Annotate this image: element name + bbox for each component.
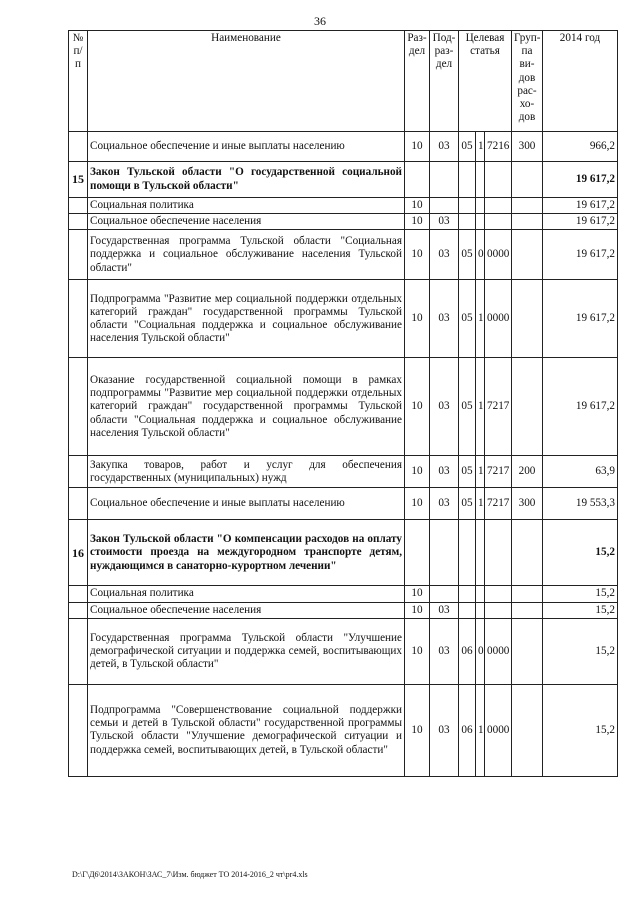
row-podrazdel: 03 xyxy=(430,358,459,456)
table-row xyxy=(69,132,618,162)
row-podrazdel xyxy=(430,198,459,214)
row-target-3: 0000 xyxy=(485,230,512,280)
header-podrazdel: Под-раз-дел xyxy=(430,31,459,132)
row-target-3: 0000 xyxy=(485,684,512,776)
row-amount: 63,9 xyxy=(543,456,618,488)
row-group xyxy=(512,198,543,214)
row-amount: 19 617,2 xyxy=(543,214,618,230)
row-razdel: 10 xyxy=(405,214,430,230)
row-target-2 xyxy=(476,214,485,230)
row-name: Оказание государственной социальной помощи в рамках подпрограммы "Развитие мер социальной поддержки отдельных категорий граждан" государственной программы Тульской области "Социальная поддержка и социальное обслуживание населения Тульской области" xyxy=(88,358,405,456)
row-razdel: 10 xyxy=(405,586,430,602)
row-group xyxy=(512,602,543,618)
row-name: Социальное обеспечение населения xyxy=(88,602,405,618)
row-group xyxy=(512,280,543,358)
row-target-3: 0000 xyxy=(485,618,512,684)
page-number: 36 xyxy=(314,14,326,28)
row-group: 300 xyxy=(512,488,543,520)
header-name: Наименование xyxy=(88,31,405,132)
row-podrazdel xyxy=(430,520,459,586)
table-row xyxy=(69,230,618,280)
row-target-1: 05 xyxy=(459,358,476,456)
row-target-2: 1 xyxy=(476,280,485,358)
row-amount: 15,2 xyxy=(543,602,618,618)
row-target-1 xyxy=(459,214,476,230)
row-group xyxy=(512,684,543,776)
row-name: Социальная политика xyxy=(88,198,405,214)
row-number xyxy=(69,456,88,488)
table-row xyxy=(69,456,618,488)
row-amount: 15,2 xyxy=(543,684,618,776)
row-target-1: 05 xyxy=(459,280,476,358)
table-row xyxy=(69,618,618,684)
row-number xyxy=(69,602,88,618)
row-target-2: 1 xyxy=(476,456,485,488)
row-target-1: 05 xyxy=(459,456,476,488)
row-number: 15 xyxy=(69,162,88,198)
row-target-3 xyxy=(485,586,512,602)
row-podrazdel: 03 xyxy=(430,132,459,162)
row-target-1: 05 xyxy=(459,230,476,280)
row-podrazdel: 03 xyxy=(430,602,459,618)
row-group xyxy=(512,214,543,230)
row-name: Подпрограмма "Совершенствование социальной поддержки семьи и детей в Тульской области" государственной программы Тульской области "Улучшение демографической ситуации и поддержка семей, воспитывающих детей, в Тульской области" xyxy=(88,684,405,776)
row-name: Социальная политика xyxy=(88,586,405,602)
row-target-1: 05 xyxy=(459,132,476,162)
table-row xyxy=(69,214,618,230)
row-podrazdel xyxy=(430,162,459,198)
row-group: 200 xyxy=(512,456,543,488)
row-group xyxy=(512,586,543,602)
row-target-3 xyxy=(485,214,512,230)
row-number xyxy=(69,618,88,684)
row-number xyxy=(69,586,88,602)
row-amount: 19 553,3 xyxy=(543,488,618,520)
header-group: Груп-па ви-дов рас-хо-дов xyxy=(512,31,543,132)
table-row xyxy=(69,358,618,456)
row-target-2 xyxy=(476,198,485,214)
row-podrazdel xyxy=(430,586,459,602)
row-target-2 xyxy=(476,162,485,198)
row-number xyxy=(69,214,88,230)
row-name: Закон Тульской области "О компенсации расходов на оплату стоимости проезда на междугородном транспорте детям, нуждающимся в санаторно-курортном лечении" xyxy=(88,520,405,586)
row-razdel: 10 xyxy=(405,198,430,214)
row-name: Социальное обеспечение населения xyxy=(88,214,405,230)
row-amount: 19 617,2 xyxy=(543,280,618,358)
row-name: Подпрограмма "Развитие мер социальной поддержки отдельных категорий граждан" государственной программы Тульской области "Социальная поддержка и социальное обслуживание населения Тульской области" xyxy=(88,280,405,358)
row-razdel: 10 xyxy=(405,602,430,618)
budget-table xyxy=(68,30,618,777)
table-row xyxy=(69,198,618,214)
header-row xyxy=(69,31,618,132)
row-number xyxy=(69,198,88,214)
table-row xyxy=(69,520,618,586)
row-podrazdel: 03 xyxy=(430,214,459,230)
row-amount: 19 617,2 xyxy=(543,230,618,280)
table-body xyxy=(69,132,618,777)
row-target-2: 0 xyxy=(476,618,485,684)
row-target-1 xyxy=(459,586,476,602)
row-razdel: 10 xyxy=(405,456,430,488)
row-razdel xyxy=(405,162,430,198)
row-name: Социальное обеспечение и иные выплаты населению xyxy=(88,132,405,162)
row-amount: 15,2 xyxy=(543,586,618,602)
row-number xyxy=(69,230,88,280)
row-podrazdel: 03 xyxy=(430,230,459,280)
row-podrazdel: 03 xyxy=(430,684,459,776)
row-number xyxy=(69,358,88,456)
row-group xyxy=(512,230,543,280)
row-target-3 xyxy=(485,520,512,586)
row-name: Закон Тульской области "О государственной социальной помощи в Тульской области" xyxy=(88,162,405,198)
row-amount: 966,2 xyxy=(543,132,618,162)
row-razdel: 10 xyxy=(405,618,430,684)
row-razdel: 10 xyxy=(405,684,430,776)
row-number: 16 xyxy=(69,520,88,586)
header-num: № п/п xyxy=(69,31,88,132)
row-target-3: 7217 xyxy=(485,456,512,488)
row-name: Закупка товаров, работ и услуг для обеспечения государственных (муниципальных) нужд xyxy=(88,456,405,488)
row-number xyxy=(69,684,88,776)
row-target-2 xyxy=(476,586,485,602)
row-target-2: 1 xyxy=(476,684,485,776)
row-razdel: 10 xyxy=(405,132,430,162)
row-number xyxy=(69,132,88,162)
header-razdel: Раз-дел xyxy=(405,31,430,132)
table-row xyxy=(69,602,618,618)
row-amount: 19 617,2 xyxy=(543,162,618,198)
row-name: Государственная программа Тульской области "Улучшение демографической ситуации и поддержка семей, воспитывающих детей, в Тульской области" xyxy=(88,618,405,684)
row-target-2: 1 xyxy=(476,132,485,162)
row-target-2 xyxy=(476,520,485,586)
row-amount: 19 617,2 xyxy=(543,358,618,456)
row-podrazdel: 03 xyxy=(430,456,459,488)
row-target-2: 1 xyxy=(476,488,485,520)
row-group: 300 xyxy=(512,132,543,162)
row-razdel xyxy=(405,520,430,586)
row-number xyxy=(69,488,88,520)
row-target-3 xyxy=(485,162,512,198)
row-target-1 xyxy=(459,162,476,198)
row-name: Социальное обеспечение и иные выплаты населению xyxy=(88,488,405,520)
row-group xyxy=(512,520,543,586)
table-row xyxy=(69,684,618,776)
row-target-3 xyxy=(485,602,512,618)
table-row xyxy=(69,586,618,602)
row-target-3: 7216 xyxy=(485,132,512,162)
row-target-1: 06 xyxy=(459,618,476,684)
row-target-1: 06 xyxy=(459,684,476,776)
row-amount: 15,2 xyxy=(543,520,618,586)
table-row xyxy=(69,488,618,520)
row-podrazdel: 03 xyxy=(430,488,459,520)
table-row xyxy=(69,162,618,198)
row-podrazdel: 03 xyxy=(430,280,459,358)
row-group xyxy=(512,162,543,198)
row-number xyxy=(69,280,88,358)
footer-path: D:\Г\Д6\2014\ЗАКОН\ЗАС_7\Изм. бюджет ТО 2014-2016_2 чт\pr4.xls xyxy=(72,870,308,879)
row-razdel: 10 xyxy=(405,230,430,280)
row-name: Государственная программа Тульской области "Социальная поддержка и социальное обслуживание населения Тульской области" xyxy=(88,230,405,280)
table-row xyxy=(69,280,618,358)
row-razdel: 10 xyxy=(405,358,430,456)
row-group xyxy=(512,358,543,456)
row-amount: 15,2 xyxy=(543,618,618,684)
row-razdel: 10 xyxy=(405,280,430,358)
row-razdel: 10 xyxy=(405,488,430,520)
row-amount: 19 617,2 xyxy=(543,198,618,214)
header-target: Целевая статья xyxy=(459,31,512,132)
row-target-1 xyxy=(459,520,476,586)
row-target-1: 05 xyxy=(459,488,476,520)
row-target-3: 7217 xyxy=(485,358,512,456)
row-target-2: 1 xyxy=(476,358,485,456)
row-target-1 xyxy=(459,602,476,618)
row-target-3 xyxy=(485,198,512,214)
row-target-3: 0000 xyxy=(485,280,512,358)
row-target-1 xyxy=(459,198,476,214)
row-target-2 xyxy=(476,602,485,618)
row-podrazdel: 03 xyxy=(430,618,459,684)
header-year: 2014 год xyxy=(543,31,618,132)
row-target-2: 0 xyxy=(476,230,485,280)
row-target-3: 7217 xyxy=(485,488,512,520)
row-group xyxy=(512,618,543,684)
